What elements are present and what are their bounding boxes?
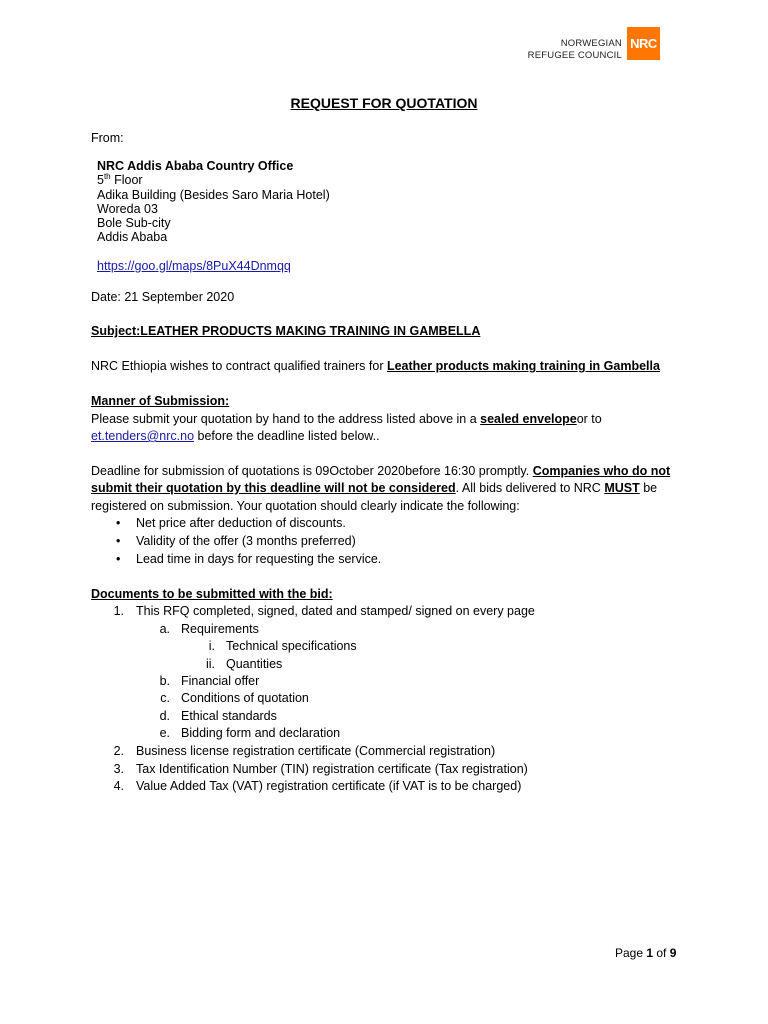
bullet-dot: • (116, 516, 121, 530)
deadline-line-1: Deadline for submission of quotations is 09October 2020before 16:30 promptly. Companies who do not (91, 464, 671, 478)
page-title: REQUEST FOR QUOTATION (290, 95, 478, 111)
intro-paragraph: NRC Ethiopia wishes to contract qualified trainers for Leather products making training in Gambella (91, 359, 660, 373)
list-number: 2. (113, 744, 124, 758)
nrc-logo-text (518, 38, 622, 62)
list-item: This RFQ completed, signed, dated and stamped/ signed on every page (136, 604, 535, 618)
address-floor: 5th Floor (97, 171, 143, 187)
list-roman: i. (208, 639, 215, 653)
address-city: Addis Ababa (97, 230, 168, 244)
list-number: 4. (113, 779, 124, 793)
list-item: Quantities (226, 657, 283, 671)
logo-mark: NRC (630, 36, 657, 51)
address-subcity: Bole Sub-city (97, 216, 171, 230)
logo-line-2: REFUGEE COUNCIL (527, 50, 622, 61)
address-woreda: Woreda 03 (97, 202, 158, 216)
list-item: Financial offer (181, 674, 260, 688)
list-item: Value Added Tax (VAT) registration certificate (if VAT is to be charged) (136, 779, 522, 793)
office-name: NRC Addis Ababa Country Office (97, 159, 294, 173)
logo-line-1: NORWEGIAN (560, 38, 622, 49)
list-item: Requirements (181, 622, 259, 636)
address-building: Adika Building (Besides Saro Maria Hotel) (97, 188, 330, 202)
page-number: Page 1 of 9 (615, 946, 677, 960)
bullet-item: Lead time in days for requesting the service. (136, 552, 382, 566)
email-link[interactable]: et.tenders@nrc.no (91, 429, 195, 443)
subject-line: Subject:LEATHER PRODUCTS MAKING TRAINING IN GAMBELLA (91, 324, 481, 338)
list-letter: e. (159, 726, 170, 740)
deadline-line-3: registered on submission. Your quotation should clearly indicate the following: (91, 499, 520, 513)
bullet-dot: • (116, 534, 121, 548)
list-letter: a. (159, 622, 170, 636)
from-label: From: (91, 131, 124, 145)
submission-heading: Manner of Submission: (91, 394, 230, 408)
map-link[interactable]: https://goo.gl/maps/8PuX44Dnmqq (97, 259, 291, 273)
nrc-logo-icon (627, 27, 660, 60)
list-letter: c. (160, 691, 170, 705)
bullet-item: Net price after deduction of discounts. (136, 516, 346, 530)
list-number: 1. (113, 604, 124, 618)
submission-line-2: et.tenders@nrc.no before the deadline listed below.. (91, 429, 380, 443)
list-item: Technical specifications (226, 639, 357, 653)
deadline-line-2: submit their quotation by this deadline will not be considered. All bids delivered to NRC MUST be (91, 481, 658, 495)
list-number: 3. (113, 762, 124, 776)
list-roman: ii. (205, 657, 215, 671)
document-date: Date: 21 September 2020 (91, 290, 235, 304)
bullet-item: Validity of the offer (3 months preferred) (136, 534, 356, 548)
list-item: Business license registration certificate (Commercial registration) (136, 744, 496, 758)
submission-line-1: Please submit your quotation by hand to the address listed above in a sealed envelopeor to (91, 412, 602, 426)
list-letter: d. (159, 709, 170, 723)
list-item: Tax Identification Number (TIN) registration certificate (Tax registration) (136, 762, 528, 776)
list-item: Ethical standards (181, 709, 277, 723)
list-item: Conditions of quotation (181, 691, 309, 705)
documents-heading: Documents to be submitted with the bid: (91, 587, 333, 601)
bullet-dot: • (116, 552, 121, 566)
list-letter: b. (159, 674, 170, 688)
list-item: Bidding form and declaration (181, 726, 341, 740)
